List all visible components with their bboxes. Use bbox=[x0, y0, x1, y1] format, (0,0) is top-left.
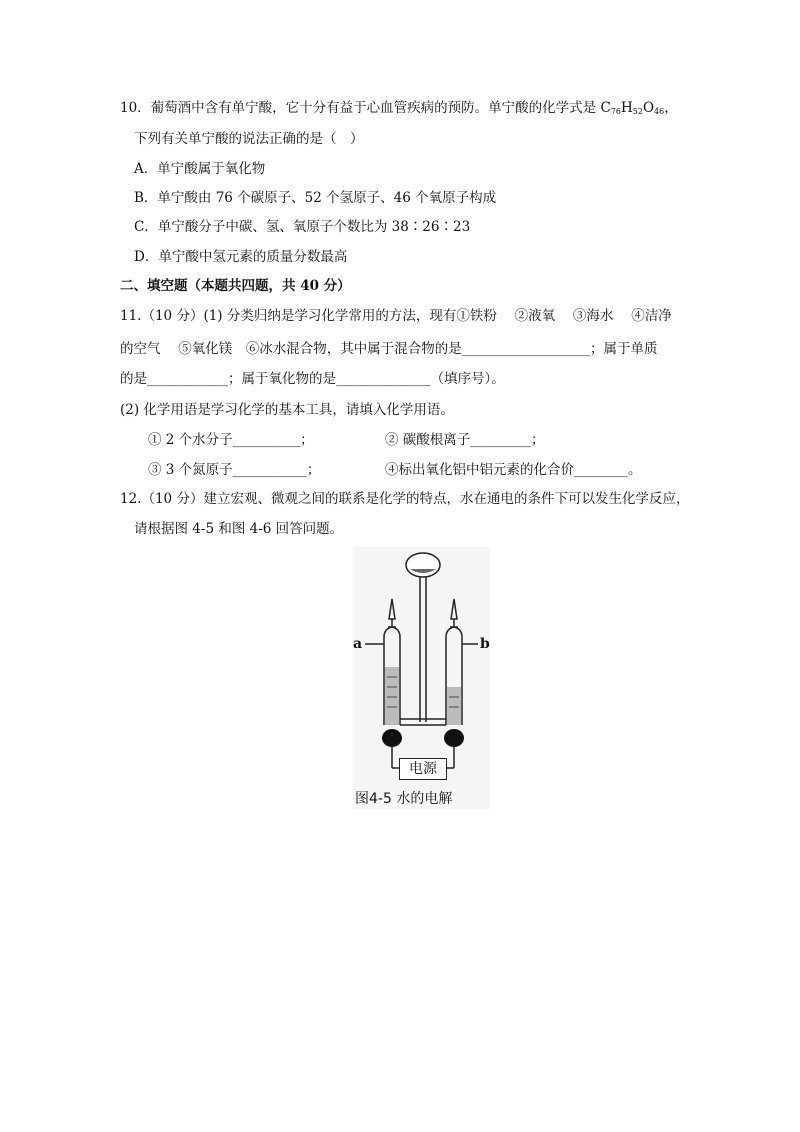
q10-option-a: A．单宁酸属于氧化物 bbox=[134, 161, 266, 177]
electrolysis-figure bbox=[353, 547, 490, 809]
formula-h: H bbox=[621, 100, 633, 116]
power-source-box: 电源 bbox=[399, 758, 447, 780]
q10-option-d: D．单宁酸中氢元素的质量分数最高 bbox=[134, 249, 348, 265]
q11-line4: (2) 化学用语是学习化学的基本工具，请填入化学用语。 bbox=[120, 402, 454, 418]
q12-line1: 12.（10 分）建立宏观、微观之间的联系是化学的特点，水在通电的条件下可以发生化学反应， bbox=[120, 491, 690, 507]
q12-line2: 请根据图 4-5 和图 4-6 回答问题。 bbox=[134, 521, 344, 537]
q10-option-b: B．单宁酸由 76 个碳原子、52 个氢原子、46 个氧原子构成 bbox=[134, 190, 497, 206]
q11-line2: 的空气 ⑤氧化镁 ⑥冰水混合物，其中属于混合物的是___________________；属于单质 bbox=[120, 341, 658, 357]
q11-item4: ④标出氧化铝中铝元素的化合价________。 bbox=[385, 462, 642, 478]
figure-caption: 图4-5 水的电解 bbox=[355, 791, 453, 807]
q11-item1: ① 2 个水分子__________； bbox=[148, 432, 314, 448]
formula-o: O bbox=[642, 100, 655, 116]
formula-sub-h: 52 bbox=[632, 107, 643, 116]
q11-item3: ③ 3 个氮原子___________； bbox=[148, 462, 321, 478]
q10-line1-end: ， bbox=[664, 100, 678, 116]
q11-item2: ② 碳酸根离子_________； bbox=[385, 432, 545, 448]
q10-line1-text: 10．葡萄酒中含有单宁酸，它十分有益于心血管疾病的预防。单宁酸的化学式是 C bbox=[120, 100, 611, 116]
section2-title: 二、填空题（本题共四题，共 40 分） bbox=[120, 278, 351, 294]
q10-option-c: C．单宁酸分子中碳、氢、氧原子个数比为 38∶26∶23 bbox=[134, 219, 471, 235]
formula-sub-o: 46 bbox=[654, 107, 665, 116]
q10-line2: 下列有关单宁酸的说法正确的是（ ） bbox=[134, 131, 364, 147]
q11-line3: 的是____________；属于氧化物的是______________（填序号）。 bbox=[120, 371, 505, 387]
q10-line1 bbox=[120, 99, 678, 121]
q11-line1: 11.（10 分）(1) 分类归纳是学习化学常用的方法，现有①铁粉 ②液氧 ③海水 ④洁净 bbox=[120, 308, 672, 324]
tube-label-b: b bbox=[480, 636, 490, 652]
formula-sub-c: 76 bbox=[610, 107, 621, 116]
tube-label-a: a bbox=[353, 636, 363, 652]
